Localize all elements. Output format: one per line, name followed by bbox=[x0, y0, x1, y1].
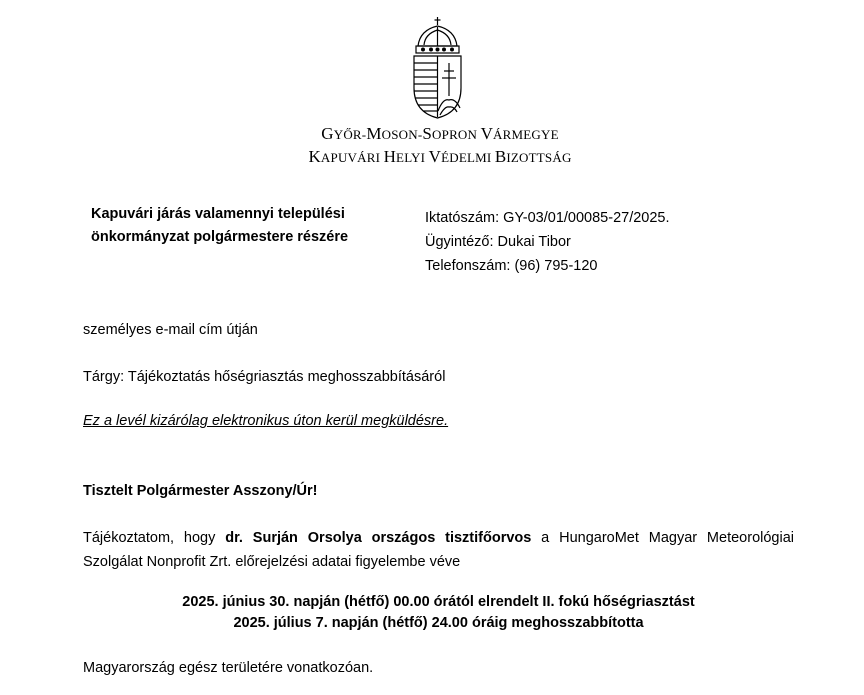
reference-number: Iktatószám: GY-03/01/00085-27/2025. bbox=[425, 210, 670, 226]
authority-text: M bbox=[366, 124, 382, 143]
committee-text: V bbox=[428, 147, 442, 166]
committee-text: APUVÁRI bbox=[320, 150, 384, 165]
coat-of-arms-icon bbox=[410, 16, 465, 120]
body-paragraph bbox=[83, 526, 794, 574]
authority-text: S bbox=[422, 124, 433, 143]
committee-text: IZOTTSÁG bbox=[506, 150, 572, 165]
scope-statement: Magyarország egész területére vonatkozóan. bbox=[83, 660, 374, 676]
committee-text: B bbox=[494, 147, 507, 166]
body-emphasis: dr. Surján Orsolya országos tisztifőorvos bbox=[225, 530, 532, 546]
committee-text: ELYI bbox=[396, 150, 429, 165]
authority-text: OSON- bbox=[381, 127, 423, 142]
recipient-block bbox=[91, 203, 391, 249]
body-text: Tájékoztatom, hogy bbox=[83, 530, 226, 546]
authority-text: V bbox=[480, 124, 494, 143]
recipient-line: Kapuvári járás valamennyi települési bbox=[91, 206, 345, 222]
authority-text: ÁRMEGYE bbox=[493, 127, 559, 142]
subject-line: Tárgy: Tájékoztatás hőségriasztás meghosszabbításáról bbox=[83, 369, 446, 385]
case-officer: Ügyintéző: Dukai Tibor bbox=[425, 234, 571, 250]
electronic-delivery-notice: Ez a levél kizárólag elektronikus úton kerül megküldésre. bbox=[83, 413, 449, 429]
alert-extension-line: 2025. július 7. napján (hétfő) 24.00 óráig meghosszabbította bbox=[233, 615, 644, 631]
committee-text: H bbox=[383, 147, 397, 166]
committee-text: K bbox=[308, 147, 321, 166]
reference-block bbox=[425, 206, 670, 278]
recipient-line: önkormányzat polgármestere részére bbox=[91, 229, 349, 245]
alert-start-line: 2025. június 30. napján (hétfő) 00.00 órától elrendelt II. fokú hőségriasztást bbox=[182, 594, 695, 610]
authority-text: OPRON bbox=[432, 127, 481, 142]
authority-text: YŐR- bbox=[333, 127, 367, 142]
body-text: a HungaroMet Magyar Meteorológiai Szolgálat Nonprofit Zrt. előrejelzési adatai figyelembe véve bbox=[83, 530, 794, 570]
authority-text: G bbox=[321, 124, 334, 143]
salutation: Tisztelt Polgármester Asszony/Úr! bbox=[83, 483, 318, 499]
phone-number: Telefonszám: (96) 795-120 bbox=[425, 258, 598, 274]
committee-text: ÉDELMI bbox=[441, 150, 495, 165]
authority-name bbox=[250, 124, 630, 144]
delivery-method: személyes e-mail cím útján bbox=[83, 322, 258, 338]
committee-name bbox=[250, 147, 630, 167]
